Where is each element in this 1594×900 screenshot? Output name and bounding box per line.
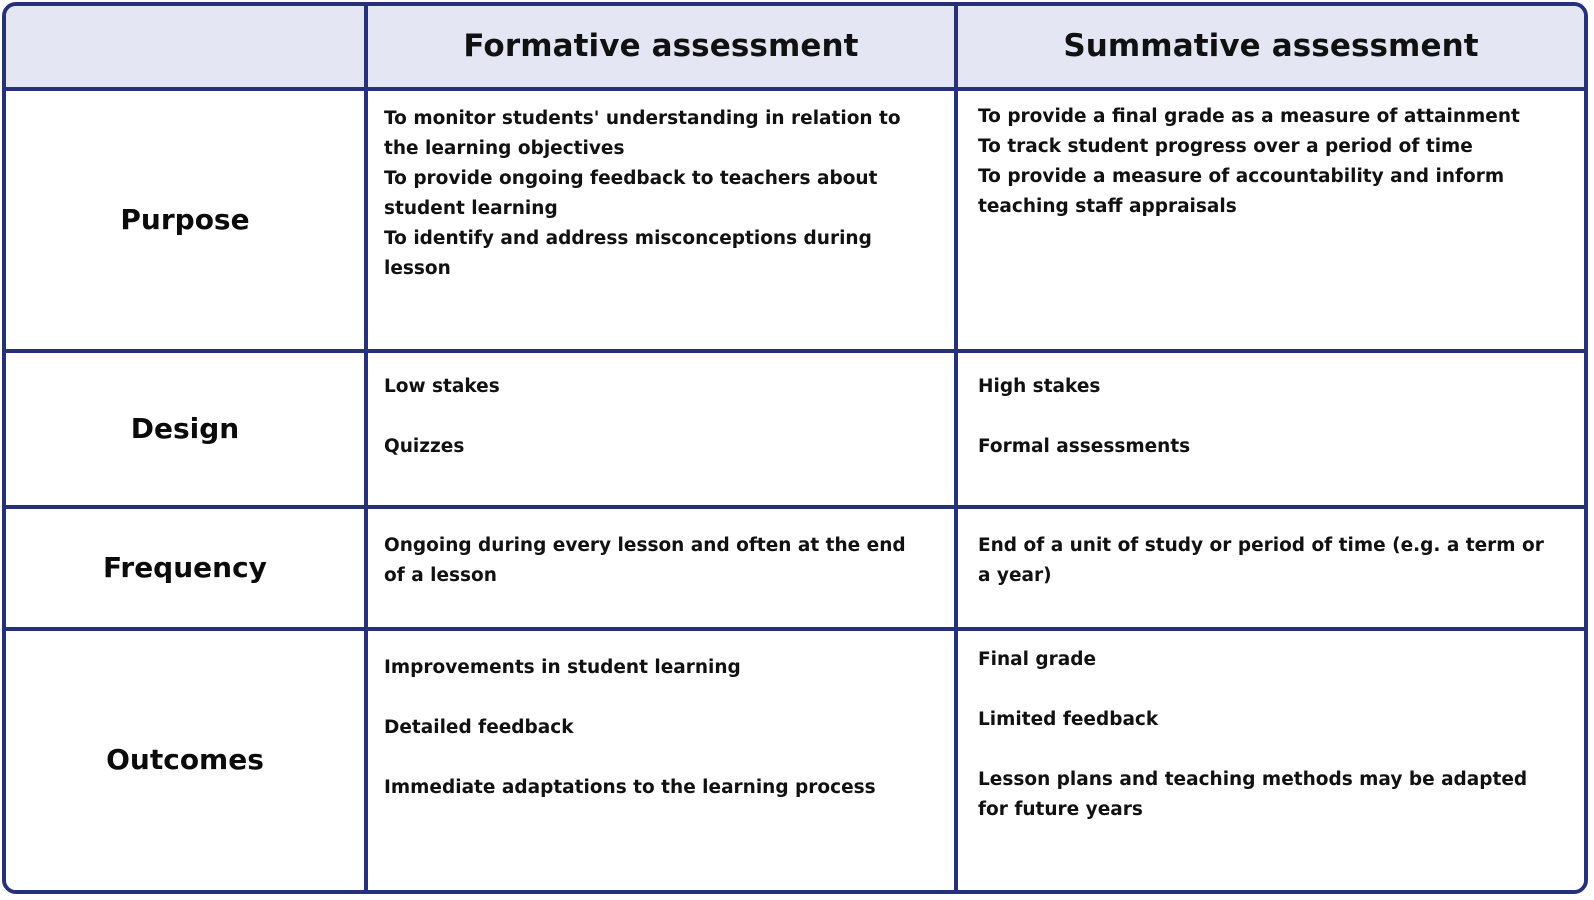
table-row: [6, 629, 1584, 890]
table-row: [6, 507, 1584, 629]
cell-line: To identify and address misconceptions during lesson: [384, 227, 872, 279]
cell-line: Low stakes: [384, 376, 500, 398]
table-row: [6, 351, 1584, 507]
cell-line: Improvements in student learning: [384, 656, 741, 678]
cell-line: To provide ongoing feedback to teachers about student learning: [384, 167, 878, 219]
cell-content-frequency-formative: [368, 509, 954, 601]
cell-line: Detailed feedback: [384, 716, 574, 738]
cell-line: To monitor students' understanding in relation to the learning objectives: [384, 108, 901, 159]
cell-line: Limited feedback: [978, 708, 1159, 730]
header-cell-formative: [366, 6, 956, 89]
cell-line: Immediate adaptations to the learning process: [384, 776, 876, 798]
cell-design-formative: [366, 351, 956, 507]
table-row: [6, 89, 1584, 351]
cell-content-outcomes-summative: [958, 631, 1584, 835]
cell-outcomes-formative: [366, 629, 956, 890]
cell-frequency-summative: [956, 507, 1584, 629]
cell-line: End of a unit of study or period of time (e.g. a term or a year): [978, 535, 1544, 587]
cell-outcomes-summative: [956, 629, 1584, 890]
cell-purpose-formative: [366, 89, 956, 351]
cell-line: Formal assessments: [978, 436, 1191, 458]
table-body: [6, 89, 1584, 890]
cell-content-design-summative: [958, 353, 1584, 472]
row-label-cell-outcomes: [6, 629, 366, 890]
row-label-design: Design: [130, 412, 240, 446]
row-label-cell-purpose: [6, 89, 366, 351]
cell-content-design-formative: [368, 353, 954, 472]
cell-purpose-summative: [956, 89, 1584, 351]
cell-line: Lesson plans and teaching methods may be adapted for future years: [978, 768, 1528, 820]
cell-line: To provide a measure of accountability and inform teaching staff appraisals: [978, 165, 1505, 217]
cell-line: Quizzes: [384, 436, 465, 458]
row-label-purpose: Purpose: [120, 203, 250, 237]
row-label-cell-frequency: [6, 507, 366, 629]
cell-line: Final grade: [978, 648, 1097, 670]
row-label-frequency: Frequency: [103, 550, 267, 584]
header-cell-summative: [956, 6, 1584, 89]
cell-line: High stakes: [978, 376, 1101, 398]
row-label-cell-design: [6, 351, 366, 507]
header-label-formative: Formative assessment: [463, 28, 859, 65]
comparison-table-frame: [2, 2, 1588, 894]
formative-vs-summative-assessment-table: [6, 6, 1584, 890]
cell-content-purpose-formative: [368, 91, 954, 294]
header-row: [6, 6, 1584, 89]
cell-frequency-formative: [366, 507, 956, 629]
cell-line: Ongoing during every lesson and often at the end of a lesson: [384, 535, 906, 587]
row-label-outcomes: Outcomes: [106, 743, 264, 777]
cell-line: To provide a final grade as a measure of attainment: [978, 106, 1520, 127]
table-header: [6, 6, 1584, 89]
header-label-summative: Summative assessment: [1063, 28, 1479, 65]
cell-content-purpose-summative: [958, 91, 1584, 232]
cell-line: To track student progress over a period of time: [978, 135, 1473, 157]
cell-design-summative: [956, 351, 1584, 507]
header-cell-blank: [6, 6, 366, 89]
cell-content-outcomes-formative: [368, 631, 954, 813]
cell-content-frequency-summative: [958, 509, 1584, 601]
